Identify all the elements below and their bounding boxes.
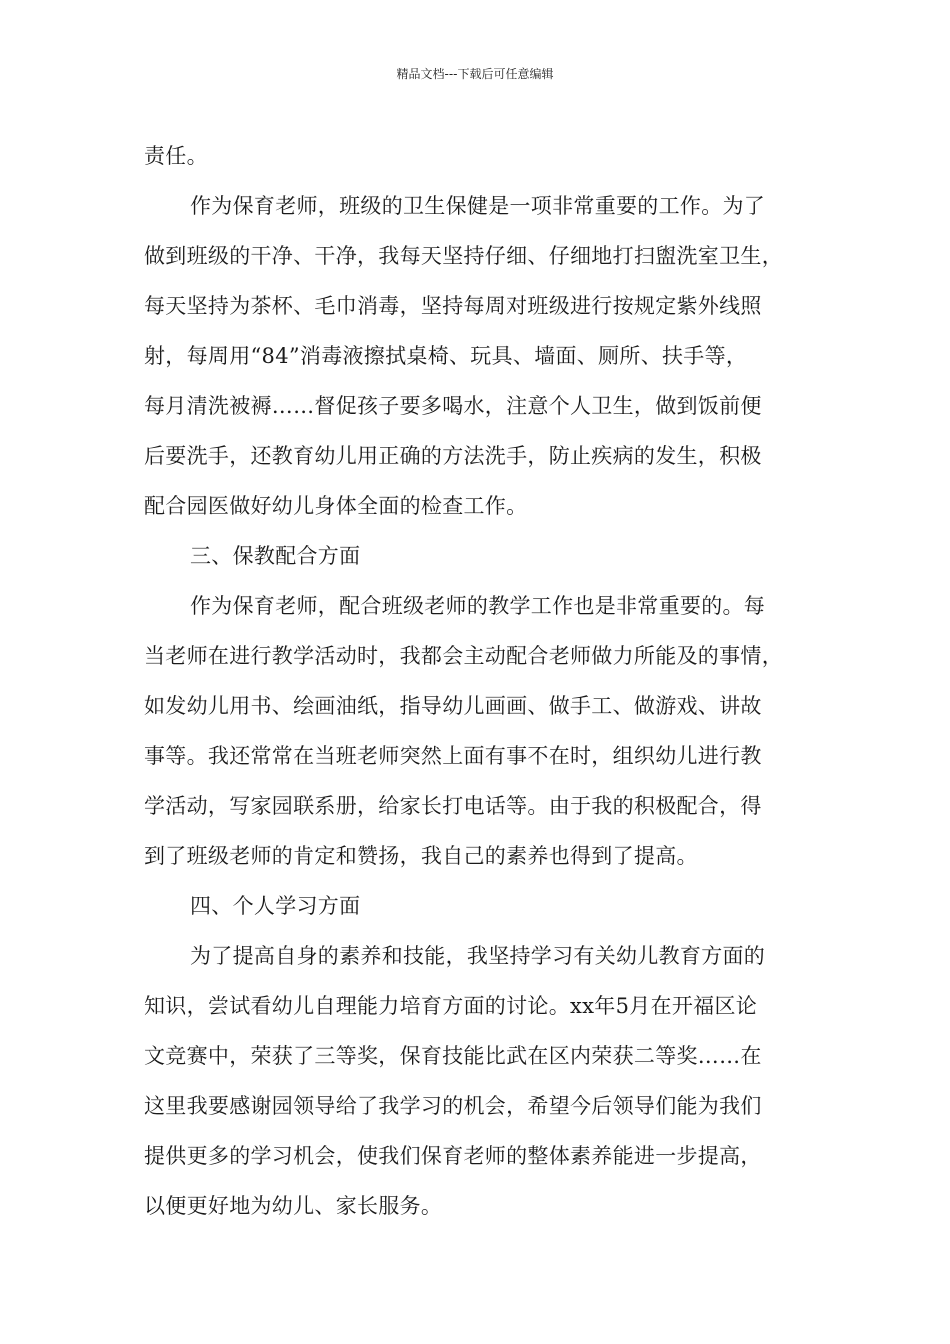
section-heading: 三、保教配合方面	[190, 544, 361, 568]
text-line: 每天坚持为茶杯、毛巾消毒，坚持每周对班级进行按规定紫外线照	[144, 294, 762, 318]
text-line: 配合园医做好幼儿身体全面的检查工作。	[144, 494, 528, 518]
text-line: 提供更多的学习机会，使我们保育老师的整体素养能进一步提高，	[144, 1144, 762, 1168]
text-line: 射，每周用“84”消毒液擦拭桌椅、玩具、墙面、厕所、扶手等，	[144, 344, 748, 368]
text-line: 知识，尝试看幼儿自理能力培育方面的讨论。xx年5月在开福区论	[144, 994, 758, 1018]
paragraph-start-line: 作为保育老师，班级的卫生保健是一项非常重要的工作。为了	[190, 194, 766, 218]
text-line: 到了班级老师的肯定和赞扬，我自己的素养也得到了提高。	[144, 844, 698, 868]
text-line: 后要洗手，还教育幼儿用正确的方法洗手，防止疾病的发生，积极	[144, 444, 762, 468]
text-line: 当老师在进行教学活动时，我都会主动配合老师做力所能及的事情，	[144, 644, 783, 668]
text-line: 如发幼儿用书、绘画油纸，指导幼儿画画、做手工、做游戏、讲故	[144, 694, 762, 718]
paragraph-start-line: 为了提高自身的素养和技能，我坚持学习有关幼儿教育方面的	[190, 944, 766, 968]
text-line: 责任。	[144, 144, 208, 168]
document-body	[144, 131, 824, 1231]
text-line: 以便更好地为幼儿、家长服务。	[144, 1194, 443, 1218]
text-line: 每月清洗被褥……督促孩子要多喝水，注意个人卫生，做到饭前便	[144, 394, 762, 418]
text-line: 文竞赛中，荣获了三等奖，保育技能比武在区内荣获二等奖……在	[144, 1044, 762, 1068]
text-line: 学活动，写家园联系册，给家长打电话等。由于我的积极配合，得	[144, 794, 762, 818]
text-line: 事等。我还常常在当班老师突然上面有事不在时，组织幼儿进行教	[144, 744, 762, 768]
paragraph-start-line: 作为保育老师，配合班级老师的教学工作也是非常重要的。每	[190, 594, 766, 618]
page-header: 精品文档---下载后可任意编辑	[396, 67, 554, 81]
text-line: 做到班级的干净、干净，我每天坚持仔细、仔细地打扫盥洗室卫生，	[144, 244, 783, 268]
section-heading: 四、个人学习方面	[190, 894, 361, 918]
text-line: 这里我要感谢园领导给了我学习的机会，希望今后领导们能为我们	[144, 1094, 762, 1118]
